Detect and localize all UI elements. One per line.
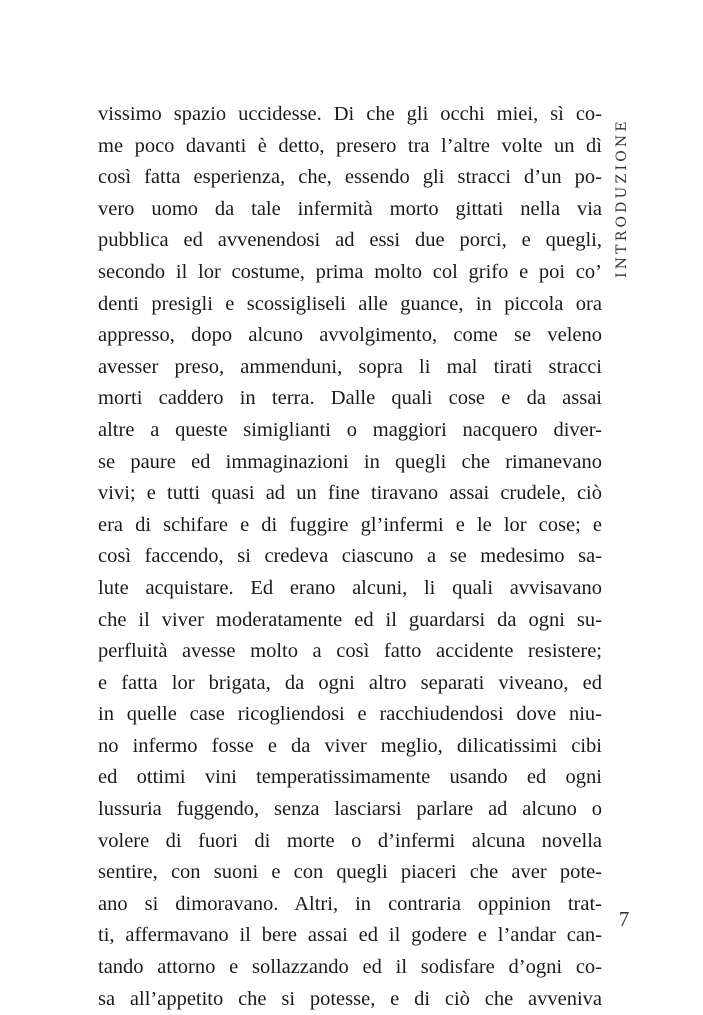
text-line: così fatta esperienza, che, essendo gli stracci d’un po-	[98, 166, 602, 189]
text-line: lute acquistare. Ed erano alcuni, li quali avvisavano	[98, 576, 602, 599]
running-head-text: INTRODUZIONE	[614, 118, 630, 278]
text-line: ed ottimi vini temperatissimamente usando ed ogni	[98, 766, 602, 789]
text-line: era di schifare e di fuggire gl’infermi e le lor cose; e	[98, 513, 602, 536]
running-head	[612, 98, 636, 278]
text-line: se paure ed immaginazioni in quegli che rimanevano	[98, 450, 602, 473]
text-line: denti presigli e scossigliseli alle guance, in piccola ora	[98, 292, 602, 315]
text-line: lussuria fuggendo, senza lasciarsi parlare ad alcuno o	[98, 798, 602, 821]
text-line: secondo il lor costume, prima molto col grifo e poi co’	[98, 260, 602, 283]
page-number: 7	[618, 907, 630, 931]
text-line: volere di fuori di morte o d’infermi alcuna novella	[98, 829, 602, 852]
text-line: altre a queste simiglianti o maggiori nacquero diver-	[98, 418, 602, 441]
text-line: vivi; e tutti quasi ad un fine tiravano assai crudele, ciò	[98, 482, 602, 505]
text-line: che il viver moderatamente ed il guardarsi da ogni su-	[98, 608, 602, 631]
text-line: ano si dimoravano. Altri, in contraria oppinion trat-	[98, 892, 602, 915]
text-line: vero uomo da tale infermità morto gittati nella via	[98, 197, 602, 220]
text-line: vissimo spazio uccidesse. Di che gli occhi miei, sì co-	[98, 103, 602, 125]
text-line: perfluità avesse molto a così fatto accidente resistere;	[98, 640, 602, 663]
text-line: no infermo fosse e da viver meglio, dilicatissimi cibi	[98, 734, 602, 757]
text-line: pubblica ed avvenendosi ad essi due porci, e quegli,	[98, 229, 602, 252]
text-line: sentire, con suoni e con quegli piaceri che aver pote-	[98, 861, 602, 884]
text-line: così faccendo, si credeva ciascuno a se medesimo sa-	[98, 545, 602, 568]
body-text	[98, 99, 602, 1015]
text-line: appresso, dopo alcuno avvolgimento, come se veleno	[98, 324, 602, 347]
text-line: in quelle case ricogliendosi e racchiudendosi dove niu-	[98, 703, 602, 726]
text-line: sa all’appetito che si potesse, e di ciò che avveniva	[98, 987, 602, 1010]
text-line: me poco davanti è detto, presero tra l’altre volte un dì	[98, 134, 602, 157]
text-line: e fatta lor brigata, da ogni altro separati viveano, ed	[98, 671, 602, 694]
text-line: morti caddero in terra. Dalle quali cose e da assai	[98, 387, 602, 410]
text-line: ti, affermavano il bere assai ed il godere e l’andar can-	[98, 924, 602, 947]
text-line: avesser preso, ammenduni, sopra li mal tirati stracci	[98, 355, 602, 378]
text-line: tando attorno e sollazzando ed il sodisfare d’ogni co-	[98, 956, 602, 979]
